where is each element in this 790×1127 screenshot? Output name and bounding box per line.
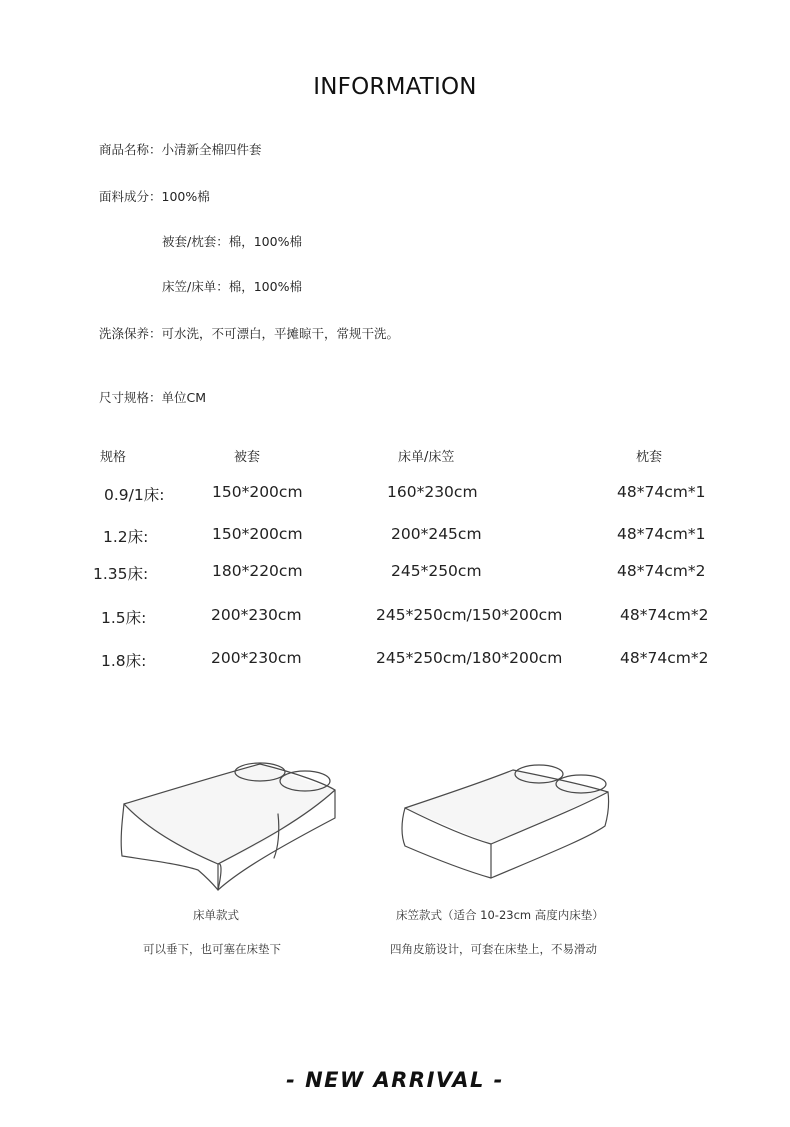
cell-pillowcase: 48*74cm*1	[617, 525, 706, 543]
cell-sheet: 245*250cm	[391, 562, 482, 580]
care-instructions: 洗涤保养：可水洗，不可漂白，平摊晾干，常规干洗。	[99, 326, 400, 341]
page-title: INFORMATION	[313, 74, 477, 100]
cell-duvet: 180*220cm	[212, 562, 303, 580]
new-arrival-banner: - NEW ARRIVAL -	[286, 1068, 504, 1092]
flat-sheet-title: 床单款式	[193, 908, 239, 922]
cell-duvet: 150*200cm	[212, 525, 303, 543]
cell-sheet: 200*245cm	[391, 525, 482, 543]
duvet-composition: 被套/枕套：棉，100%棉	[162, 234, 302, 249]
cell-size: 0.9/1床:	[104, 486, 165, 504]
flat-sheet-bed-illustration	[110, 752, 350, 897]
cell-sheet: 160*230cm	[387, 483, 478, 501]
cell-duvet: 200*230cm	[211, 649, 302, 667]
cell-size: 1.2床:	[103, 528, 149, 546]
fitted-sheet-bed-illustration	[393, 756, 615, 884]
cell-size: 1.8床:	[101, 652, 147, 670]
size-unit: 尺寸规格：单位CM	[99, 390, 207, 405]
cell-sheet: 245*250cm/180*200cm	[376, 649, 563, 667]
cell-pillowcase: 48*74cm*2	[617, 562, 706, 580]
cell-duvet: 200*230cm	[211, 606, 302, 624]
product-name: 商品名称：小清新全棉四件套	[99, 142, 262, 157]
fitted-sheet-description: 四角皮筋设计，可套在床垫上，不易滑动	[390, 942, 597, 956]
cell-duvet: 150*200cm	[212, 483, 303, 501]
fitted-sheet-title: 床笠款式（适合 10-23cm 高度内床垫）	[396, 908, 604, 922]
header-pillowcase: 枕套	[636, 450, 663, 465]
cell-pillowcase: 48*74cm*2	[620, 606, 709, 624]
cell-pillowcase: 48*74cm*2	[620, 649, 709, 667]
cell-size: 1.5床:	[101, 609, 147, 627]
cell-pillowcase: 48*74cm*1	[617, 483, 706, 501]
header-duvet: 被套	[234, 450, 261, 465]
cell-size: 1.35床:	[93, 565, 149, 583]
cell-sheet: 245*250cm/150*200cm	[376, 606, 563, 624]
sheet-composition: 床笠/床单：棉，100%棉	[162, 279, 302, 294]
fabric-composition: 面料成分：100%棉	[99, 189, 210, 204]
header-spec: 规格	[100, 450, 127, 465]
header-sheet: 床单/床笠	[398, 450, 455, 465]
flat-sheet-description: 可以垂下，也可塞在床垫下	[143, 942, 281, 956]
